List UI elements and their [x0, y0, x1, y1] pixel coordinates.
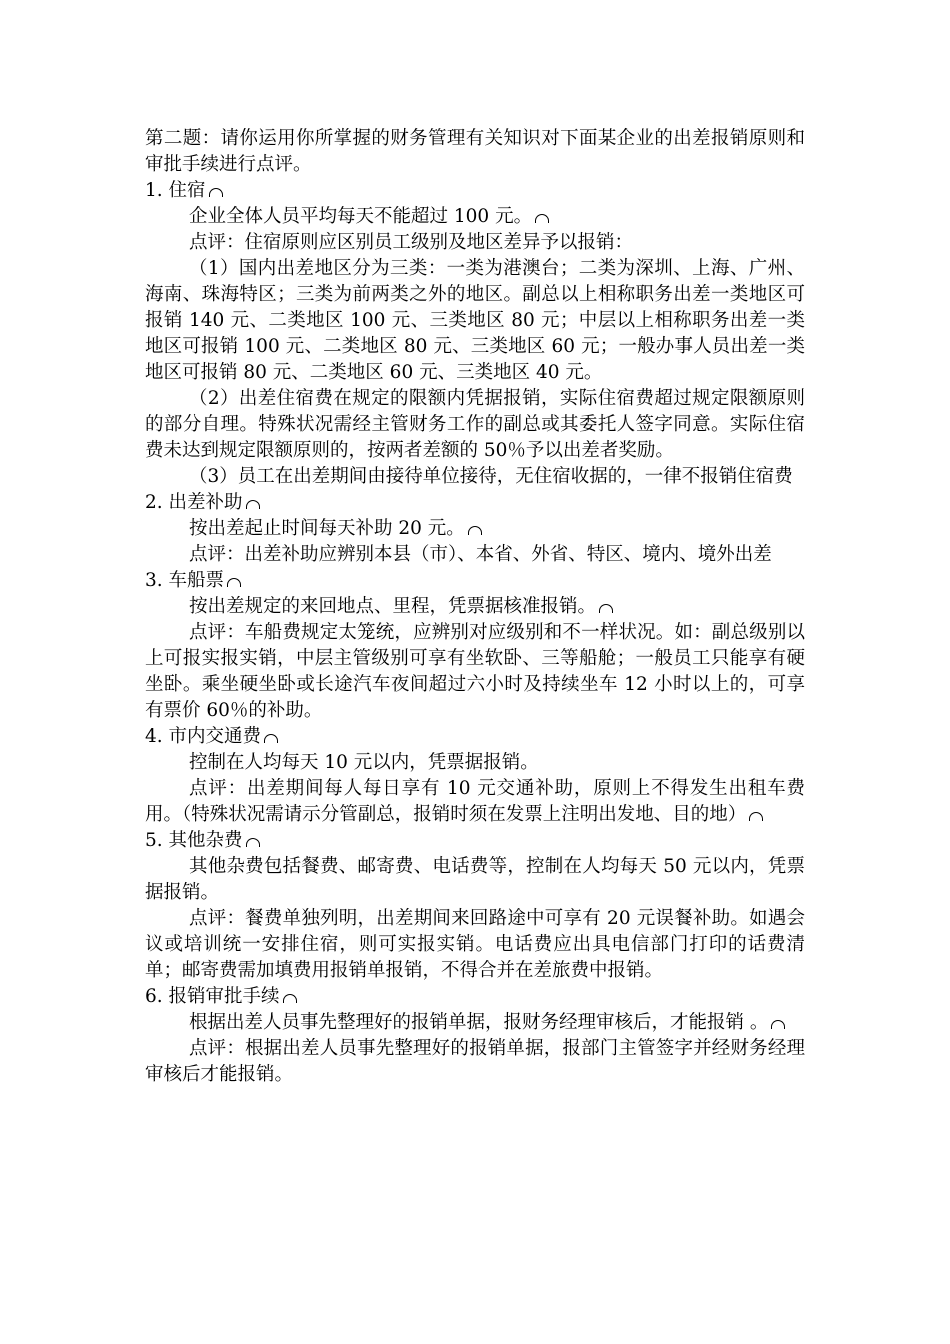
standard-text: 按出差起止时间每天补助 20 元。	[189, 518, 465, 539]
policy-comment: 点评：车船费规定太笼统，应辨别对应级别和不一样状况。如：副总级别以上可报实报实销，中层主管级别可享有坐软卧、三等船舱；一般员工只能享有硬坐卧。乘坐硬坐卧或长途汽车夜间超过六小时及持续坐车 12 小时以上的，可享有票价 60％的补助。	[145, 622, 805, 721]
comment-text: 点评：出差期间每人每日享有 10 元交通补助，原则上不得发生出租车费用。（特殊状况需请示分管副总，报销时须在发票上注明出发地、目的地）	[145, 778, 805, 825]
policy-comment: 点评：根据出差人员事先整理好的报销单据，报部门主管签字并经财务经理审核后才能报销。	[145, 1038, 805, 1085]
paragraph-mark-icon	[283, 994, 297, 1003]
standard-text: 按出差规定的来回地点、里程，凭票据核准报销。	[189, 596, 597, 617]
policy-standard	[145, 594, 805, 620]
section-heading	[145, 568, 805, 594]
question-title: 第二题：请你运用你所掌握的财务管理有关知识对下面某企业的出差报销原则和审批手续进行点评。	[145, 128, 805, 175]
comment-item: （2）出差住宿费在规定的限额内凭据报销，实际住宿费超过规定限额原则的部分自理。特殊状况需经主管财务工作的副总或其委托人签字同意。实际住宿费未达到规定限额原则的，按两者差额的 50％予以出差者奖励。	[145, 388, 805, 461]
document-body	[145, 126, 805, 1088]
paragraph-mark-icon	[535, 214, 549, 223]
section-heading	[145, 724, 805, 750]
heading-text: 1. 住宿	[145, 180, 206, 201]
policy-comment: 点评：餐费单独列明，出差期间来回路途中可享有 20 元误餐补助。如遇会议或培训统一安排住宿，则可实报实销。电话费应出具电信部门打印的话费清单；邮寄费需加填费用报销单报销，不得合并在差旅费中报销。	[145, 908, 805, 981]
paragraph-mark-icon	[209, 188, 223, 197]
policy-standard	[145, 516, 805, 542]
heading-text: 3. 车船票	[145, 570, 225, 591]
section-heading	[145, 828, 805, 854]
paragraph-mark-icon	[749, 812, 763, 821]
comment-item: （1）国内出差地区分为三类：一类为港澳台；二类为深圳、上海、广州、海南、珠海特区；三类为前两类之外的地区。副总以上相称职务出差一类地区可报销 140 元、二类地区 100 元、三类地区 80 元；中层以上相称职务出差一类地区可报销 100 元、二类地区 80 元、三类地区 60 元；一般办事人员出差一类地区可报销 80 元、二类地区 60 元、三类地区 40 元。	[145, 258, 805, 383]
heading-text: 2. 出差补助	[145, 492, 243, 513]
heading-text: 5. 其他杂费	[145, 830, 243, 851]
standard-text: 企业全体人员平均每天不能超过 100 元。	[189, 206, 533, 227]
paragraph-mark-icon	[771, 1020, 785, 1029]
policy-standard	[145, 1010, 805, 1036]
paragraph-mark-icon	[264, 734, 278, 743]
comment-item: （3）员工在出差期间由接待单位接待，无住宿收据的，一律不报销住宿费	[189, 466, 793, 487]
paragraph-mark-icon	[599, 604, 613, 613]
paragraph-mark-icon	[246, 500, 260, 509]
heading-text: 4. 市内交通费	[145, 726, 262, 747]
paragraph-mark-icon	[246, 838, 260, 847]
paragraph-mark-icon	[468, 526, 482, 535]
policy-standard	[145, 204, 805, 230]
standard-text: 根据出差人员事先整理好的报销单据，报财务经理审核后，才能报销 。	[189, 1012, 769, 1033]
section-heading	[145, 490, 805, 516]
paragraph-mark-icon	[227, 578, 241, 587]
policy-standard: 其他杂费包括餐费、邮寄费、电话费等，控制在人均每天 50 元以内，凭票据报销。	[145, 856, 805, 903]
policy-comment: 点评：住宿原则应区别员工级别及地区差异予以报销：	[189, 232, 634, 253]
section-heading	[145, 178, 805, 204]
policy-standard: 控制在人均每天 10 元以内，凭票据报销。	[189, 752, 539, 773]
heading-text: 6. 报销审批手续	[145, 986, 280, 1007]
section-heading	[145, 984, 805, 1010]
policy-comment: 点评：出差补助应辨别本县（市）、本省、外省、特区、境内、境外出差	[189, 544, 772, 565]
policy-comment	[145, 776, 805, 828]
